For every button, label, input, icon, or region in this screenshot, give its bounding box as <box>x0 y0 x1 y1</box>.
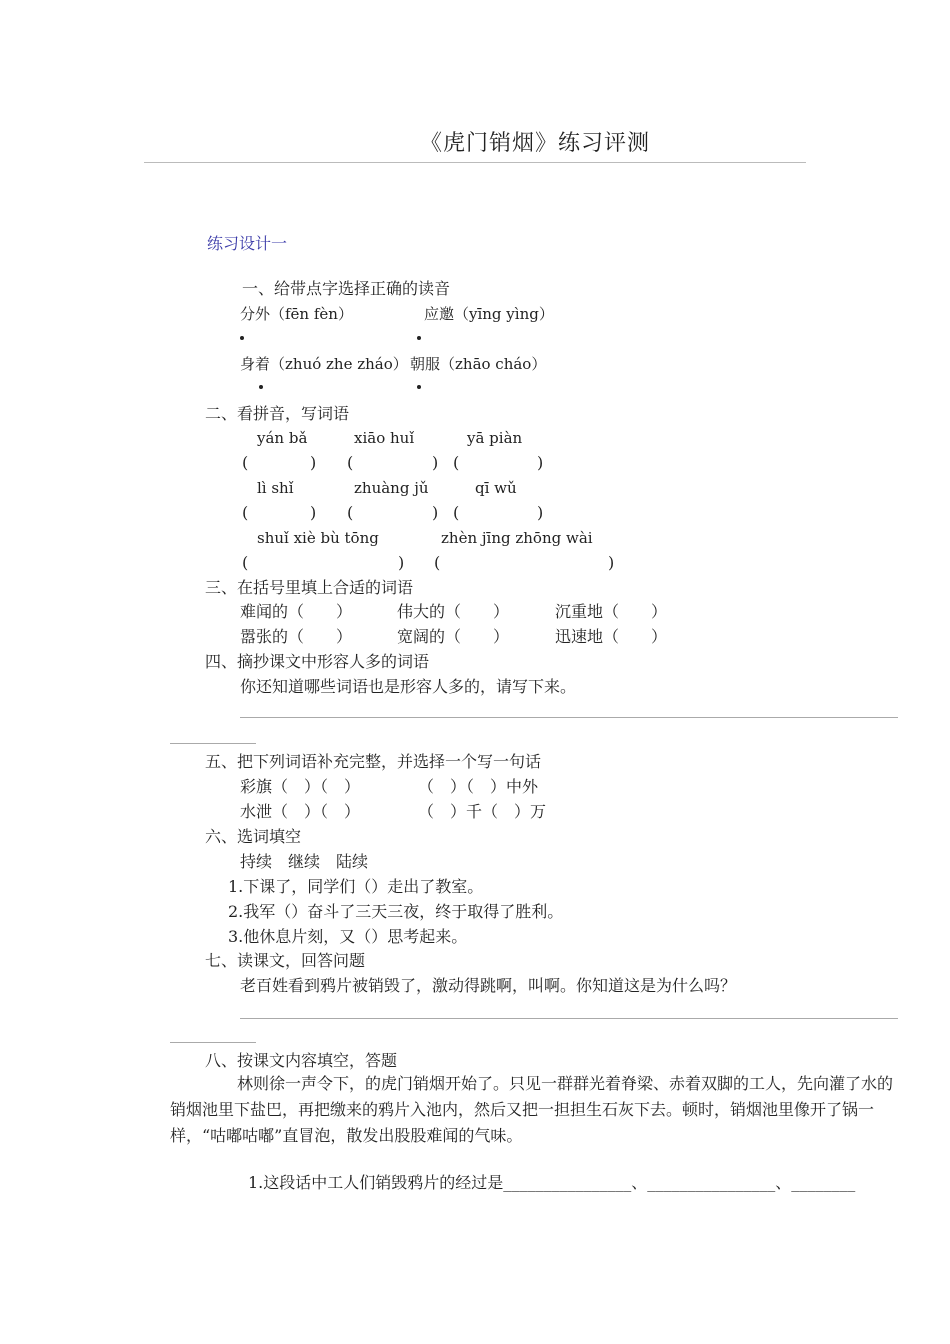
q1-item-fenwai: 分外（fēn fèn） <box>240 305 353 323</box>
pinyin-word: shuǐ xiè bù tōng <box>257 529 379 547</box>
answer-paren-close: ) <box>537 503 544 522</box>
answer-paren-open: ( <box>453 453 460 472</box>
pinyin-word: qī wǔ <box>475 479 517 497</box>
answer-paren-close: ) <box>398 553 405 572</box>
emphasis-dot <box>240 336 244 340</box>
pinyin-word: yā piàn <box>467 429 523 447</box>
q5-heading: 五、把下列词语补充完整，并选择一个写一句话 <box>205 752 542 771</box>
q3-item: 沉重地（ ） <box>555 602 668 621</box>
emphasis-dot <box>259 385 263 389</box>
title-divider <box>144 162 806 163</box>
q3-item: 迅速地（ ） <box>555 627 668 646</box>
q1-heading: 一、给带点字选择正确的读音 <box>242 279 451 298</box>
q5-item: （ ）（ ）中外 <box>418 777 539 796</box>
q6-options: 持续 继续 陆续 <box>240 852 369 871</box>
q3-item: 伟大的（ ） <box>397 602 510 621</box>
q1-item-yingyao: 应邀（yīng yìng） <box>424 305 554 323</box>
answer-paren-close: ) <box>310 503 317 522</box>
answer-line <box>170 1042 256 1043</box>
q7-prompt: 老百姓看到鸦片被销毁了，激动得跳啊，叫啊。你知道这是为什么吗？ <box>240 976 737 995</box>
pinyin-word: xiāo huǐ <box>354 429 415 447</box>
q6-heading: 六、选词填空 <box>205 827 302 846</box>
q1-item-chaofu: 朝服（zhāo cháo） <box>410 355 547 373</box>
q5-item: 彩旗（ ）（ ） <box>240 777 361 796</box>
q6-item: 1.下课了，同学们（）走出了教室。 <box>228 877 484 896</box>
q3-item: 宽阔的（ ） <box>397 627 510 646</box>
answer-paren-close: ) <box>432 503 439 522</box>
q3-item: 嚣张的（ ） <box>240 627 353 646</box>
answer-paren-open: ( <box>347 453 354 472</box>
pinyin-word: lì shǐ <box>257 479 294 497</box>
answer-paren-close: ) <box>432 453 439 472</box>
pinyin-word: zhuàng jǔ <box>354 479 429 497</box>
q6-item: 3.他休息片刻，又（）思考起来。 <box>228 927 468 946</box>
q5-item: 水泄（ ）（ ） <box>240 802 361 821</box>
answer-paren-open: ( <box>434 553 441 572</box>
q6-item: 2.我军（）奋斗了三天三夜，终于取得了胜利。 <box>228 902 564 921</box>
section-heading: 练习设计一 <box>207 234 288 253</box>
q3-item: 难闻的（ ） <box>240 602 353 621</box>
page-title: 《虎门销烟》练习评测 <box>420 131 651 156</box>
pinyin-word: zhèn jīng zhōng wài <box>441 529 593 547</box>
answer-paren-open: ( <box>242 453 249 472</box>
q8-question-1: 1.这段话中工人们销毁鸦片的经过是________________、________________、________ <box>248 1173 856 1192</box>
answer-paren-open: ( <box>242 503 249 522</box>
q3-heading: 三、在括号里填上合适的词语 <box>205 578 414 597</box>
pinyin-word: yán bǎ <box>257 429 308 447</box>
q1-item-shenzhuo: 身着（zhuó zhe zháo） <box>240 355 408 373</box>
emphasis-dot <box>417 336 421 340</box>
q7-heading: 七、读课文，回答问题 <box>205 951 366 970</box>
emphasis-dot <box>417 385 421 389</box>
answer-line <box>240 1018 898 1019</box>
answer-paren-open: ( <box>453 503 460 522</box>
answer-line <box>170 743 256 744</box>
answer-paren-close: ) <box>537 453 544 472</box>
answer-paren-open: ( <box>242 553 249 572</box>
q8-heading: 八、按课文内容填空，答题 <box>205 1051 398 1070</box>
q4-heading: 四、摘抄课文中形容人多的词语 <box>205 652 430 671</box>
q2-heading: 二、看拼音，写词语 <box>205 404 350 423</box>
answer-line <box>240 717 898 718</box>
q5-item: （ ）千（ ）万 <box>418 802 547 821</box>
q8-passage: 林则徐一声令下，的虎门销烟开始了。只见一群群光着脊梁、赤着双脚的工人，先向灌了水的销烟池里下盐巴，再把缴来的鸦片入池内，然后又把一担担生石灰下去。顿时，销烟池里像开了锅一样，“咕嘟咕嘟”直冒泡，散发出股股难闻的气味。 <box>170 1074 894 1145</box>
answer-paren-close: ) <box>310 453 317 472</box>
answer-paren-close: ) <box>608 553 615 572</box>
answer-paren-open: ( <box>347 503 354 522</box>
q4-prompt: 你还知道哪些词语也是形容人多的，请写下来。 <box>240 677 577 696</box>
